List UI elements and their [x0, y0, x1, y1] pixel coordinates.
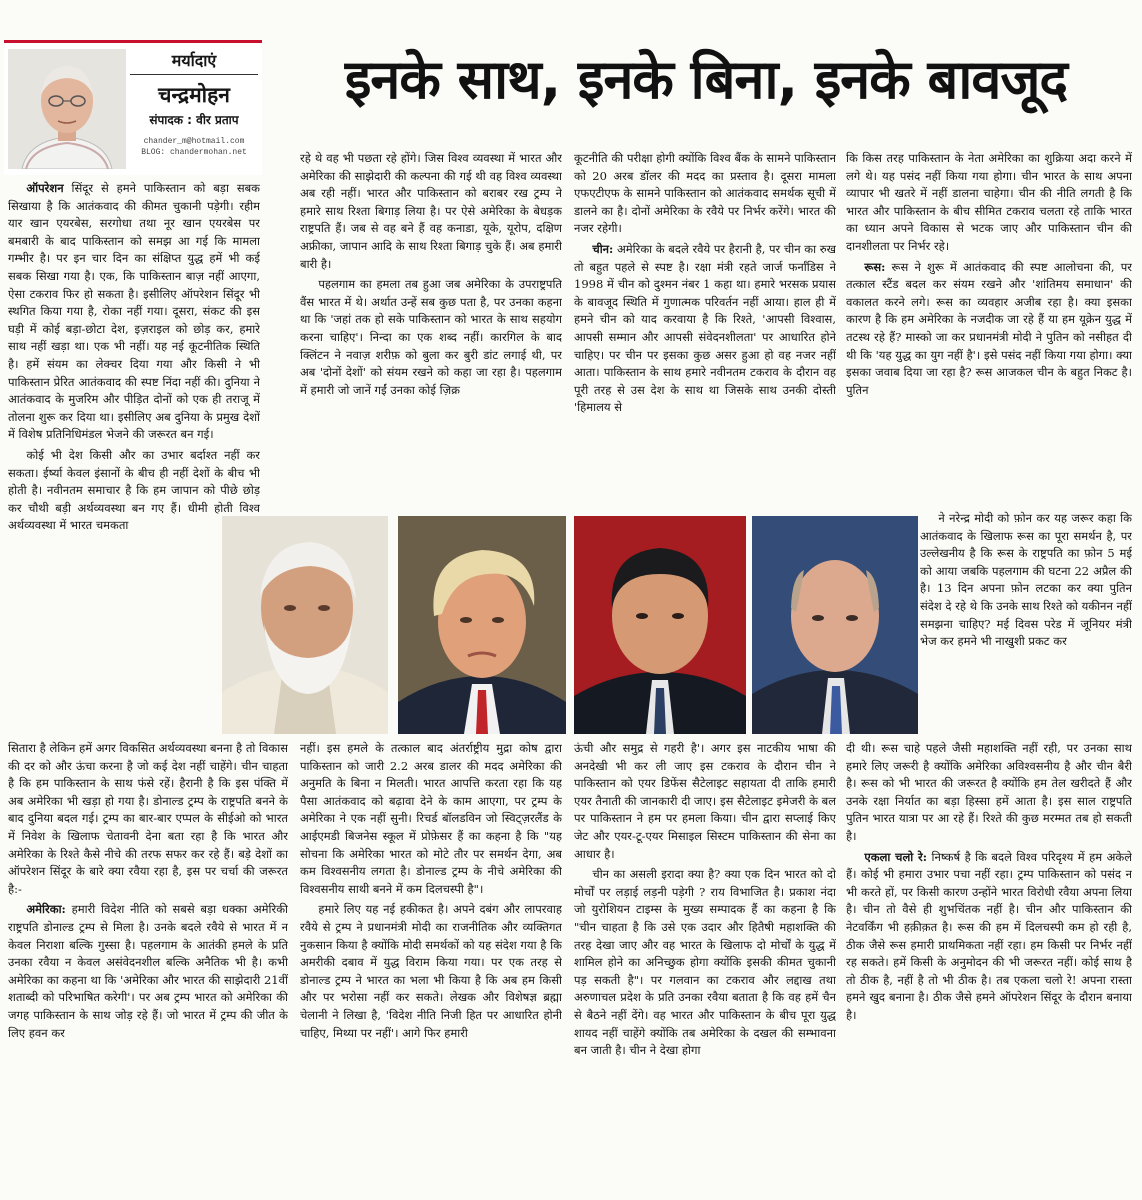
section-heading-china: चीन:: [592, 241, 614, 256]
article-column-2: [300, 150, 562, 510]
paragraph: हमारी विदेश नीति को सबसे बड़ा धक्का अमेरिकी राष्ट्रपति डोनाल्ड ट्रम्प से मिला है। उनके बदले रवैये से भारत में न केवल निराशा बल्कि गुस्सा है। पहलगाम के आतंकी हमले के प्रति उनका रवैया न केवल असंवेदनशील बल्कि अनैतिक भी है। कभी अमेरिका का कहना था कि 'अमेरिका और भारत की साझेदारी 21वीं शताब्दी को परिभाषित करेगी'। पर अब ट्रम्प भारत को अमेरिका की जगह पाकिस्तान के साथ जोड़ रहे हैं। जो भारत में ट्रम्प की जीत के लिए हवन कर: [8, 902, 288, 1040]
portrait-man-dark-suit-red-background-icon: [574, 516, 746, 734]
paragraph: कि किस तरह पाकिस्तान के नेता अमेरिका का शुक्रिया अदा करने में लगे थे। यह पसंद नहीं किया गया होगा। चीन भारत के साथ अपना व्यापार भी खतरे में नहीं डालना चाहेगा। चीन की नीति लगती है कि भारत और पाकिस्तान के बीच सीमित टकराव चलता रहे ताकि भारत का ध्यान अपने विकास से भटक जाए और पाकिस्तान चीन की दानशीलता पर निर्भर रहे।: [846, 151, 1132, 253]
paragraph: सिंदूर से हमने पाकिस्तान को बड़ा सबक सिखाया है कि आतंकवाद की कीमत चुकानी पड़ेगी। रहीम यार खान एयरबेस, सरगोधा तथा नूर खान एयरबेस पर बमबारी के बाद पाकिस्तान को समझ आ गई कि मामला गम्भीर है। पर इन चार दिन का संक्षिप्त युद्ध हमें भी कई सबक सिखा गया है। एक, कि पाकिस्तान बाज़ नहीं आएगा, ऐसा टकराव फिर हो सकता है। इसीलिए ऑपरेशन सिंदूर भी स्थगित किया गया है, रोका नहीं गया। दूसरा, संकट की इस घड़ी में कोई बड़ा-छोटा देश, इज़राइल को छोड़ कर, हमारे साथ नहीं खड़ा था। एक भी नहीं। यह नई कूटनीतिक स्थिति है। हमें संयम का लेक्चर दिया गया और किसी ने भी पाकिस्तान प्रेरित आतंकवाद की स्पष्ट निंदा नहीं की। दुनिया ने आतंकवाद के मुजरिम और पीड़ित दोनों को एक ही तराजू में तोलना शुरू कर दिया था। इसीलिए अब दुनिया के प्रमुख देशों में विशेष प्रतिनिधिमंडल भेजने की जरूरत बन गई।: [8, 181, 260, 442]
section-heading-russia: रूस:: [864, 259, 886, 274]
portrait-blond-man-red-tie-icon: [398, 516, 566, 734]
section-heading-go-alone: एकला चलो रे:: [864, 849, 927, 864]
paragraph: अमेरिका के बदले रवैये पर हैरानी है, पर चीन का रुख तो बहुत पहले से स्पष्ट है। रक्षा मंत्री रहते जार्ज फर्नांडिस ने 1998 में चीन को दुश्मन नंबर 1 कहा था। हमारे भरसक प्रयास के बावजूद स्थिति में गुणात्मक परिवर्तन नहीं आया। हाल ही में हमने चीन को याद करवाया है कि रिश्ते, 'आपसी विश्वास, आपसी सम्मान और आपसी संवेदनशीलता' पर आधारित होने चाहिए। पर चीन पर इसका कुछ असर हुआ हो वह नजर नहीं आता। पाकिस्तान के साथ हमारे नवीनतम टकराव के दौरान वह पूरी तरह से उस देश के साथ था जिसके साथ उनकी दोस्ती 'हिमालय से: [574, 241, 836, 415]
paragraph: रूस ने शुरू में आतंकवाद की स्पष्ट आलोचना की, पर तत्काल स्टैंड बदल कर संयम रखने और 'शांतिमय समाधान' की वकालत करने लगे। रूस का व्यवहार अजीब रहा है। क्या इसका कारण है कि हम अमेरिका के नजदीक जा रहे हैं या हम यूक्रेन युद्ध में तटस्थ रहे हैं? मास्को जा कर प्रधानमंत्री मोदी ने पुतिन को नसीहत दी थी कि 'यह युद्ध का युग नहीं है'। इसे पसंद नहीं किया गया होगा। क्या इसका जवाब दिया जा रहा है? रूस आजकल चीन के बहुत निकट है। पुतिन: [846, 259, 1132, 397]
section-heading-america: अमेरिका:: [26, 902, 66, 917]
author-blog: BLOG: chandermohan.net: [141, 148, 247, 158]
paragraph: कोई भी देश किसी और का उभार बर्दाश्त नहीं कर सकता। ईर्ष्या केवल इंसानों के बीच ही नहीं देशों के बीच भी होती है। नवीनतम समाचार है कि हम जापान को पीछे छोड़ कर चौथी बड़ी अर्थव्यवस्था बन गए हैं। धीमी होती विश्व अर्थव्यवस्था में भारत चमकता: [8, 447, 260, 533]
article-column-3-continued: [574, 740, 836, 1180]
article-column-3: [574, 150, 836, 510]
paragraph: पहलगाम का हमला तब हुआ जब अमेरिका के उपराष्ट्रपति वैंस भारत में थे। अर्थात उन्हें सब कुछ पता है, पर उनका कहना था कि 'जहां तक हो सके पाकिस्तान को भारत के साथ सहयोग करना चाहिए'। निन्दा का एक शब्द नहीं। कारगिल के बाद क्लिंटन ने नवाज़ शरीफ़ को बुला कर बुरी डांट लगाई थी, पर अब 'दोनों देशों' को संयम रखने को कहा जा रहा है। पहलगाम में हमारी जो जानें गईं उनका कोई ज़िक्र: [300, 277, 562, 397]
article-column-4: [846, 150, 1132, 510]
paragraph: निष्कर्ष है कि बदले विश्व परिदृश्य में हम अकेले हैं। कोई भी हमारा उभार पचा नहीं रहा। ट्रम्प पाकिस्तान को पसंद न भी करते हों, पर किसी कारण उन्होंने भारत विरोधी रवैया अपना लिया है। चीन तो वैसे ही शुभचिंतक नहीं है। चीन और पाकिस्तान की नेटवर्किंग भी हक़ीक़त है। रूस की हम में दिलचस्पी कम हो रही है, ठीक जैसे रूस हमारी प्राथमिकता नहीं रहा। हम किसी पर निर्भर नहीं रह सकते। हमें किसी के अनुमोदन की भी जरूरत नहीं। कोई साथ है तो ठीक है, नहीं है तो भी ठीक है। तब एकला चलो रे! अपना रास्ता हमने खुद बनाना है। ठीक जैसे हमने ऑपरेशन सिंदूर के दौरान बनाया है।: [846, 849, 1132, 1022]
portrait-balding-man-blue-background-icon: [752, 516, 918, 734]
paragraph: कूटनीति की परीक्षा होगी क्योंकि विश्व बैंक के सामने पाकिस्तान को 20 अरब डॉलर की मदद का प्रस्ताव है। दूसरा मामला एफएटीएफ के सामने पाकिस्तान को आतंकवाद समर्थक सूची में डालने का है। दोनों अमेरिका के रवैये पर निर्भर करेंगे। भारत की नजर रहेगी।: [574, 151, 836, 236]
photo-leader-1: [222, 516, 388, 734]
column-name: मर्यादाएं: [130, 49, 258, 75]
paragraph: ऊंची और समुद्र से गहरी है'। अगर इस नाटकीय भाषा की अनदेखी भी कर ली जाए इस टकराव के दौरान चीन ने पाकिस्तान को एयर डिफेंस सैटेलाइट सहायता दी ताकि हमारी एयर तैनाती की जानकारी दी जाए। इस सैटेलाइट इमेजरी के बल पर पाकिस्तान ने हम पर हमला किया। चीन द्वारा सप्लाई किए जेट और एयर-टू-एयर मिसाइल सिस्टम पाकिस्तान की सेना का आधार है।: [574, 741, 836, 861]
author-photo: [8, 49, 126, 169]
lead-word: ऑपरेशन: [26, 181, 64, 195]
article-column-1-continued: [8, 740, 288, 1180]
paragraph: ने नरेन्द्र मोदी को फ़ोन कर यह जरूर कहा कि आतंकवाद के खिलाफ रूस का पूरा समर्थन है, पर उल्लेखनीय है कि रूस के राष्ट्रपति का फ़ोन 5 मई को आया जबकि पहलगाम की घटना 22 अप्रैल की है। 13 दिन अपना फ़ोन लटका कर क्या पुतिन संदेश दे रहे थे कि उनके साथ रिश्ते को यकीनन नहीं समझना चाहिए? मई दिवस परेड में जूनियर मंत्री भेज कर हमने भी नाखुशी प्रकट कर: [920, 511, 1132, 649]
portrait-white-haired-bearded-man-icon: [222, 516, 388, 734]
paragraph: सितारा है लेकिन हमें अगर विकसित अर्थव्यवस्था बनना है तो विकास की दर को और ऊंचा करना है जो कई देश नहीं चाहेंगे। चीन चाहता है कि हम पाकिस्तान के साथ फंसे रहें। हैरानी है कि इस पंक्ति में अब अमेरिका भी खड़ा हो गया है। डोनाल्ड ट्रम्प के राष्ट्रपति बनने के बाद दुनिया बदल गई। ट्रम्प का बार-बार एप्पल के सीईओ को भारत में निवेश के खिलाफ चेतावनी देना बता रहा है कि भारत और अमेरिका के रिश्ते कैसे नीचे की तरफ सफर कर रहे हैं। बड़े देशों का ऑपरेशन सिंदूर के बारे क्या रवैया रहा है, इस पर चर्चा की जरूरत है:-: [8, 741, 288, 896]
author-email: chander_m@hotmail.com: [143, 137, 245, 146]
photo-leader-2: [398, 516, 566, 734]
article-column-2-continued: [300, 740, 562, 1180]
paragraph: चीन का असली इरादा क्या है? क्या एक दिन भारत को दो मोर्चों पर लड़ाई लड़नी पड़ेगी ? राय विभाजित है। प्रकाश नंदा जो युरोशियन टाइम्स के मुख्य सम्पादक हैं का कहना है कि "चीन चाहता है कि उसे एक उदार और हितैषी महाशक्ति की तरह देखा जाए और वह भारत के खिलाफ दो मोर्चों के युद्ध में शामिल होने का अनिच्छुक होगा क्योंकि इसकी कीमत चुकानी पड़ सकती है"। पर गलवान का टकराव और लद्दाख तथा अरुणाचल प्रदेश के प्रति उनका रवैया बताता है कि वह हमें चैन से बैठने नहीं देंगे। वह भारत और पाकिस्तान के बीच पूरा युद्ध शायद नहीं चाहेंगे क्योंकि तब अमेरिका के दखल की सम्भावना बन जाती है। चीन ने देखा होगा: [574, 867, 836, 1058]
paragraph: रहे थे वह भी पछता रहे होंगे। जिस विश्व व्यवस्था में भारत और अमेरिका की साझेदारी की कल्पना की गई थी वह विश्व व्यवस्था अब रही नहीं। भारत और पाकिस्तान को बराबर रख ट्रम्प ने हमारे साथ रिश्ता बिगाड़ लिया है। पर ऐसे अमेरिका के बेधड़क राष्ट्रपति हैं। जब से वह बने हैं वह कनाडा, यूके, यूरोप, दक्षिण अफ्रीका, जापान आदि के साथ रिश्ता बिगाड़ चुके हैं। अब हमारी बारी है।: [300, 151, 562, 271]
author-name: चन्द्रमोहन: [158, 83, 230, 107]
paragraph: दी थी। रूस चाहे पहले जैसी महाशक्ति नहीं रही, पर उनका साथ हमारे लिए जरूरी है क्योंकि अमेरिका अविश्वसनीय है और चीन बैरी है। रूस को भी भारत की जरूरत है क्योंकि हम तेल खरीदते हैं और उनके रक्षा निर्यात का बड़ा हिस्सा हमें आता है। इस साल राष्ट्रपति पुतिन भारत यात्रा पर आ रहे हैं। रिश्ते की कुछ मरम्मत तब हो सकती है।: [846, 741, 1132, 843]
article-column-4-continued: [846, 740, 1132, 1180]
author-byline: [4, 40, 262, 175]
paragraph: हमारे लिए यह नई हकीकत है। अपने दबंग और लापरवाह रवैये से ट्रम्प ने प्रधानमंत्री मोदी का राजनीतिक और व्यक्तिगत नुकसान किया है क्योंकि मोदी समर्थकों को यह संदेश गया है कि अमरीकी दबाव में युद्ध विराम किया गया। पर एक तरह से डोनाल्ड ट्रम्प ने भारत का भला भी किया है कि अब हम किसी और पर भरोसा नहीं कर सकते। लेखक और विशेषज्ञ ब्रह्मा चेलानी ने लिखा है, 'विदेश नीति निजी हित पर आधारित होनी चाहिए, मिथ्या पर नहीं'। आगे फिर हमारी: [300, 902, 562, 1040]
editor-line: संपादक : वीर प्रताप: [149, 113, 239, 127]
article-column-4-middle: [920, 510, 1132, 740]
paragraph: नहीं। इस हमले के तत्काल बाद अंतर्राष्ट्रीय मुद्रा कोष द्वारा पाकिस्तान को जारी 2.2 अरब डालर की मदद अमेरिका की अनुमति के बिना न मिलती। भारत आपत्ति करता रहा कि यह पैसा आतंकवाद को बढ़ावा देने के काम आएगा, पर ट्रम्प के अमेरिका ने एक नहीं सुनी। रिचर्ड बॉलडविन जो स्विट्ज़रलैंड के आईएमडी बिजनेस स्कूल में प्रोफ़ेसर हैं का कहना है कि "यह सोचना कि अमेरिका भारत को मोटे तौर पर समर्थन देगा, अब कम विश्वसनीय लगता है। डोनाल्ड ट्रम्प के नीचे अमेरिका की विश्वसनीय साथी बनने में कम दिलचस्पी है"।: [300, 741, 562, 896]
headline: इनके साथ, इनके बिना, इनके बावजूद: [344, 48, 1068, 111]
photo-leader-4: [752, 516, 918, 734]
photo-leader-3: [574, 516, 746, 734]
